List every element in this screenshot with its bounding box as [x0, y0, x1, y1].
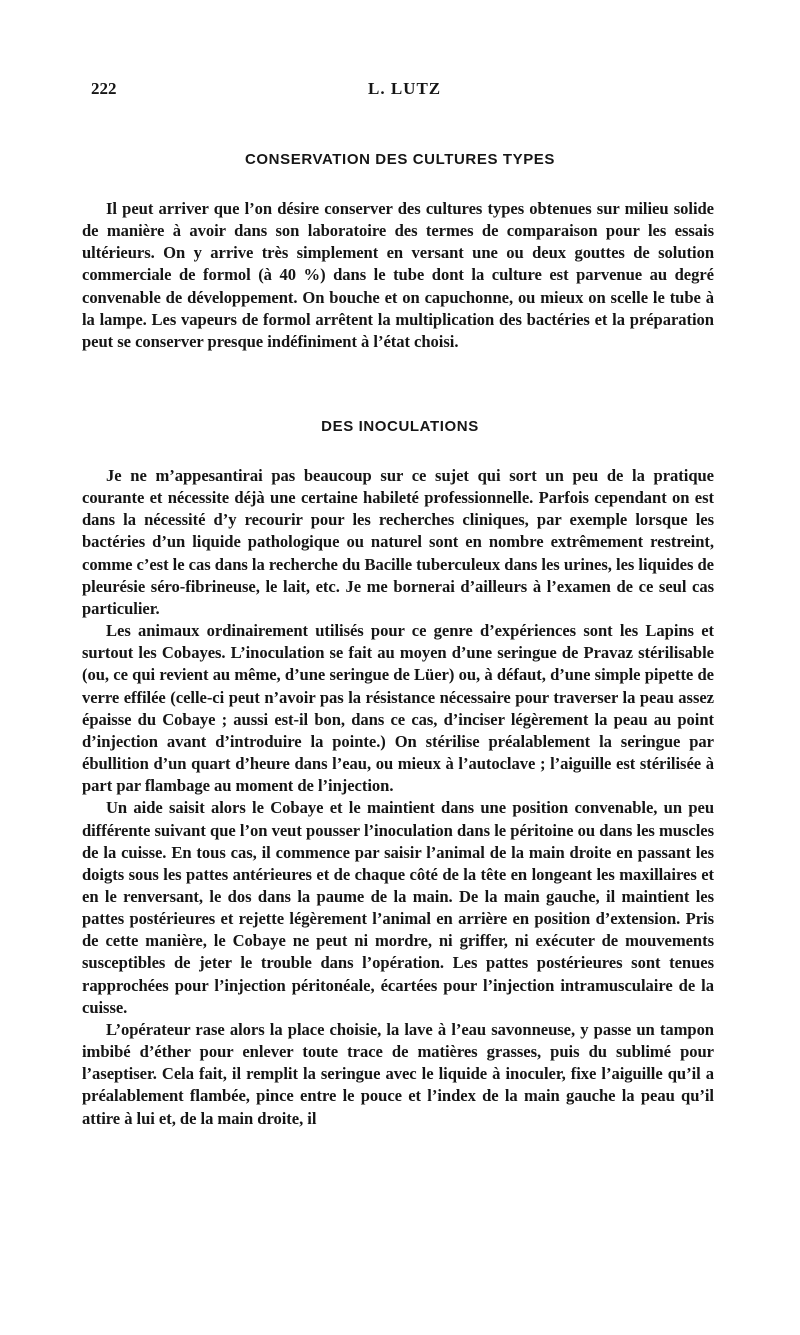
paragraph: Il peut arriver que l’on désire conserver des cultures types obtenues sur milieu solide de manière à avoir dans son laboratoire des termes de comparaison pour les essais ultérieurs. On y arrive très simplement en versant une ou deux gouttes de solution commerciale de formol (à 40 %) dans le tube dont la culture est parvenue au degré convenable de développement. On bouche et on capuchonne, ou mieux on scelle le tube à la lampe. Les vapeurs de formol arrêtent la multiplication des bactéries et la préparation peut se conserver presque indéfiniment à l’état choisi. [82, 199, 714, 351]
page-number: 222 [91, 79, 117, 98]
page-header [0, 79, 800, 103]
paragraph: Je ne m’appesantirai pas beaucoup sur ce sujet qui sort un peu de la pratique courante et nécessite déjà une certaine habileté professionnelle. Parfois cependant on est dans la nécessité d’y recourir pour les recherches cliniques, par exemple lorsque les bactéries d’un liquide pathologique ou naturel sont en nombre extrêmement restreint, comme c’est le cas dans la recherche du Bacille tuberculeux dans les urines, les liquides de pleurésie séro-fibrineuse, le lait, etc. Je me bornerai d’ailleurs à l’examen de ce seul cas particulier. [82, 466, 714, 618]
section-title-inoculations: DES INOCULATIONS [321, 418, 479, 435]
paragraph: Un aide saisit alors le Cobaye et le maintient dans une position convenable, un peu différente suivant que l’on veut pousser l’inoculation dans le péritoine ou dans les muscles de la cuisse. En tous cas, il commence par saisir l’animal de la main droite en passant les doigts sous les pattes antérieures et de chaque côté de la tête en longeant les maxillaires et en le renversant, le dos dans la paume de la main. De la main gauche, il maintient les pattes postérieures et rejette légèrement l’animal en arrière en position d’extension. Pris de cette manière, le Cobaye ne peut ni mordre, ni griffer, ni exécuter de mouvements susceptibles de jeter le trouble dans l’opération. Les pattes postérieures sont tenues rapprochées pour l’injection péritonéale, écartées pour l’injection intramusculaire de la cuisse. [82, 798, 714, 1017]
paragraph: Les animaux ordinairement utilisés pour ce genre d’expériences sont les Lapins et surtout les Cobayes. L’inoculation se fait au moyen d’une seringue de Pravaz stérilisable (ou, ce qui revient au même, d’une seringue de Lüer) ou, à défaut, d’une simple pipette de verre effilée (celle-ci peut n’avoir pas la résistance nécessaire pour traverser la peau assez épaisse du Cobaye ; aussi est-il bon, dans ce cas, d’inciser légèrement la peau au point d’injection avant d’introduire la pointe.) On stérilise préalablement la seringue par ébullition d’un quart d’heure dans l’eau, ou mieux à l’autoclave ; l’aiguille est stérilisée à part par flambage au moment de l’injection. [82, 621, 714, 796]
paragraph: L’opérateur rase alors la place choisie, la lave à l’eau savonneuse, y passe un tampon imbibé d’éther pour enlever toute trace de matières grasses, puis du sublimé pour l’aseptiser. Cela fait, il remplit la seringue avec le liquide à inoculer, fixe l’aiguille qu’il a préalablement flambée, pince entre le pouce et l’index de la main gauche la peau qu’il attire à lui et, de la main droite, il [82, 1019, 714, 1128]
section-title-conservation: CONSERVATION DES CULTURES TYPES [244, 151, 556, 168]
section-inoculations-body [82, 465, 714, 1130]
running-head: L. LUTZ [368, 79, 442, 98]
section-conservation-body [82, 198, 714, 353]
